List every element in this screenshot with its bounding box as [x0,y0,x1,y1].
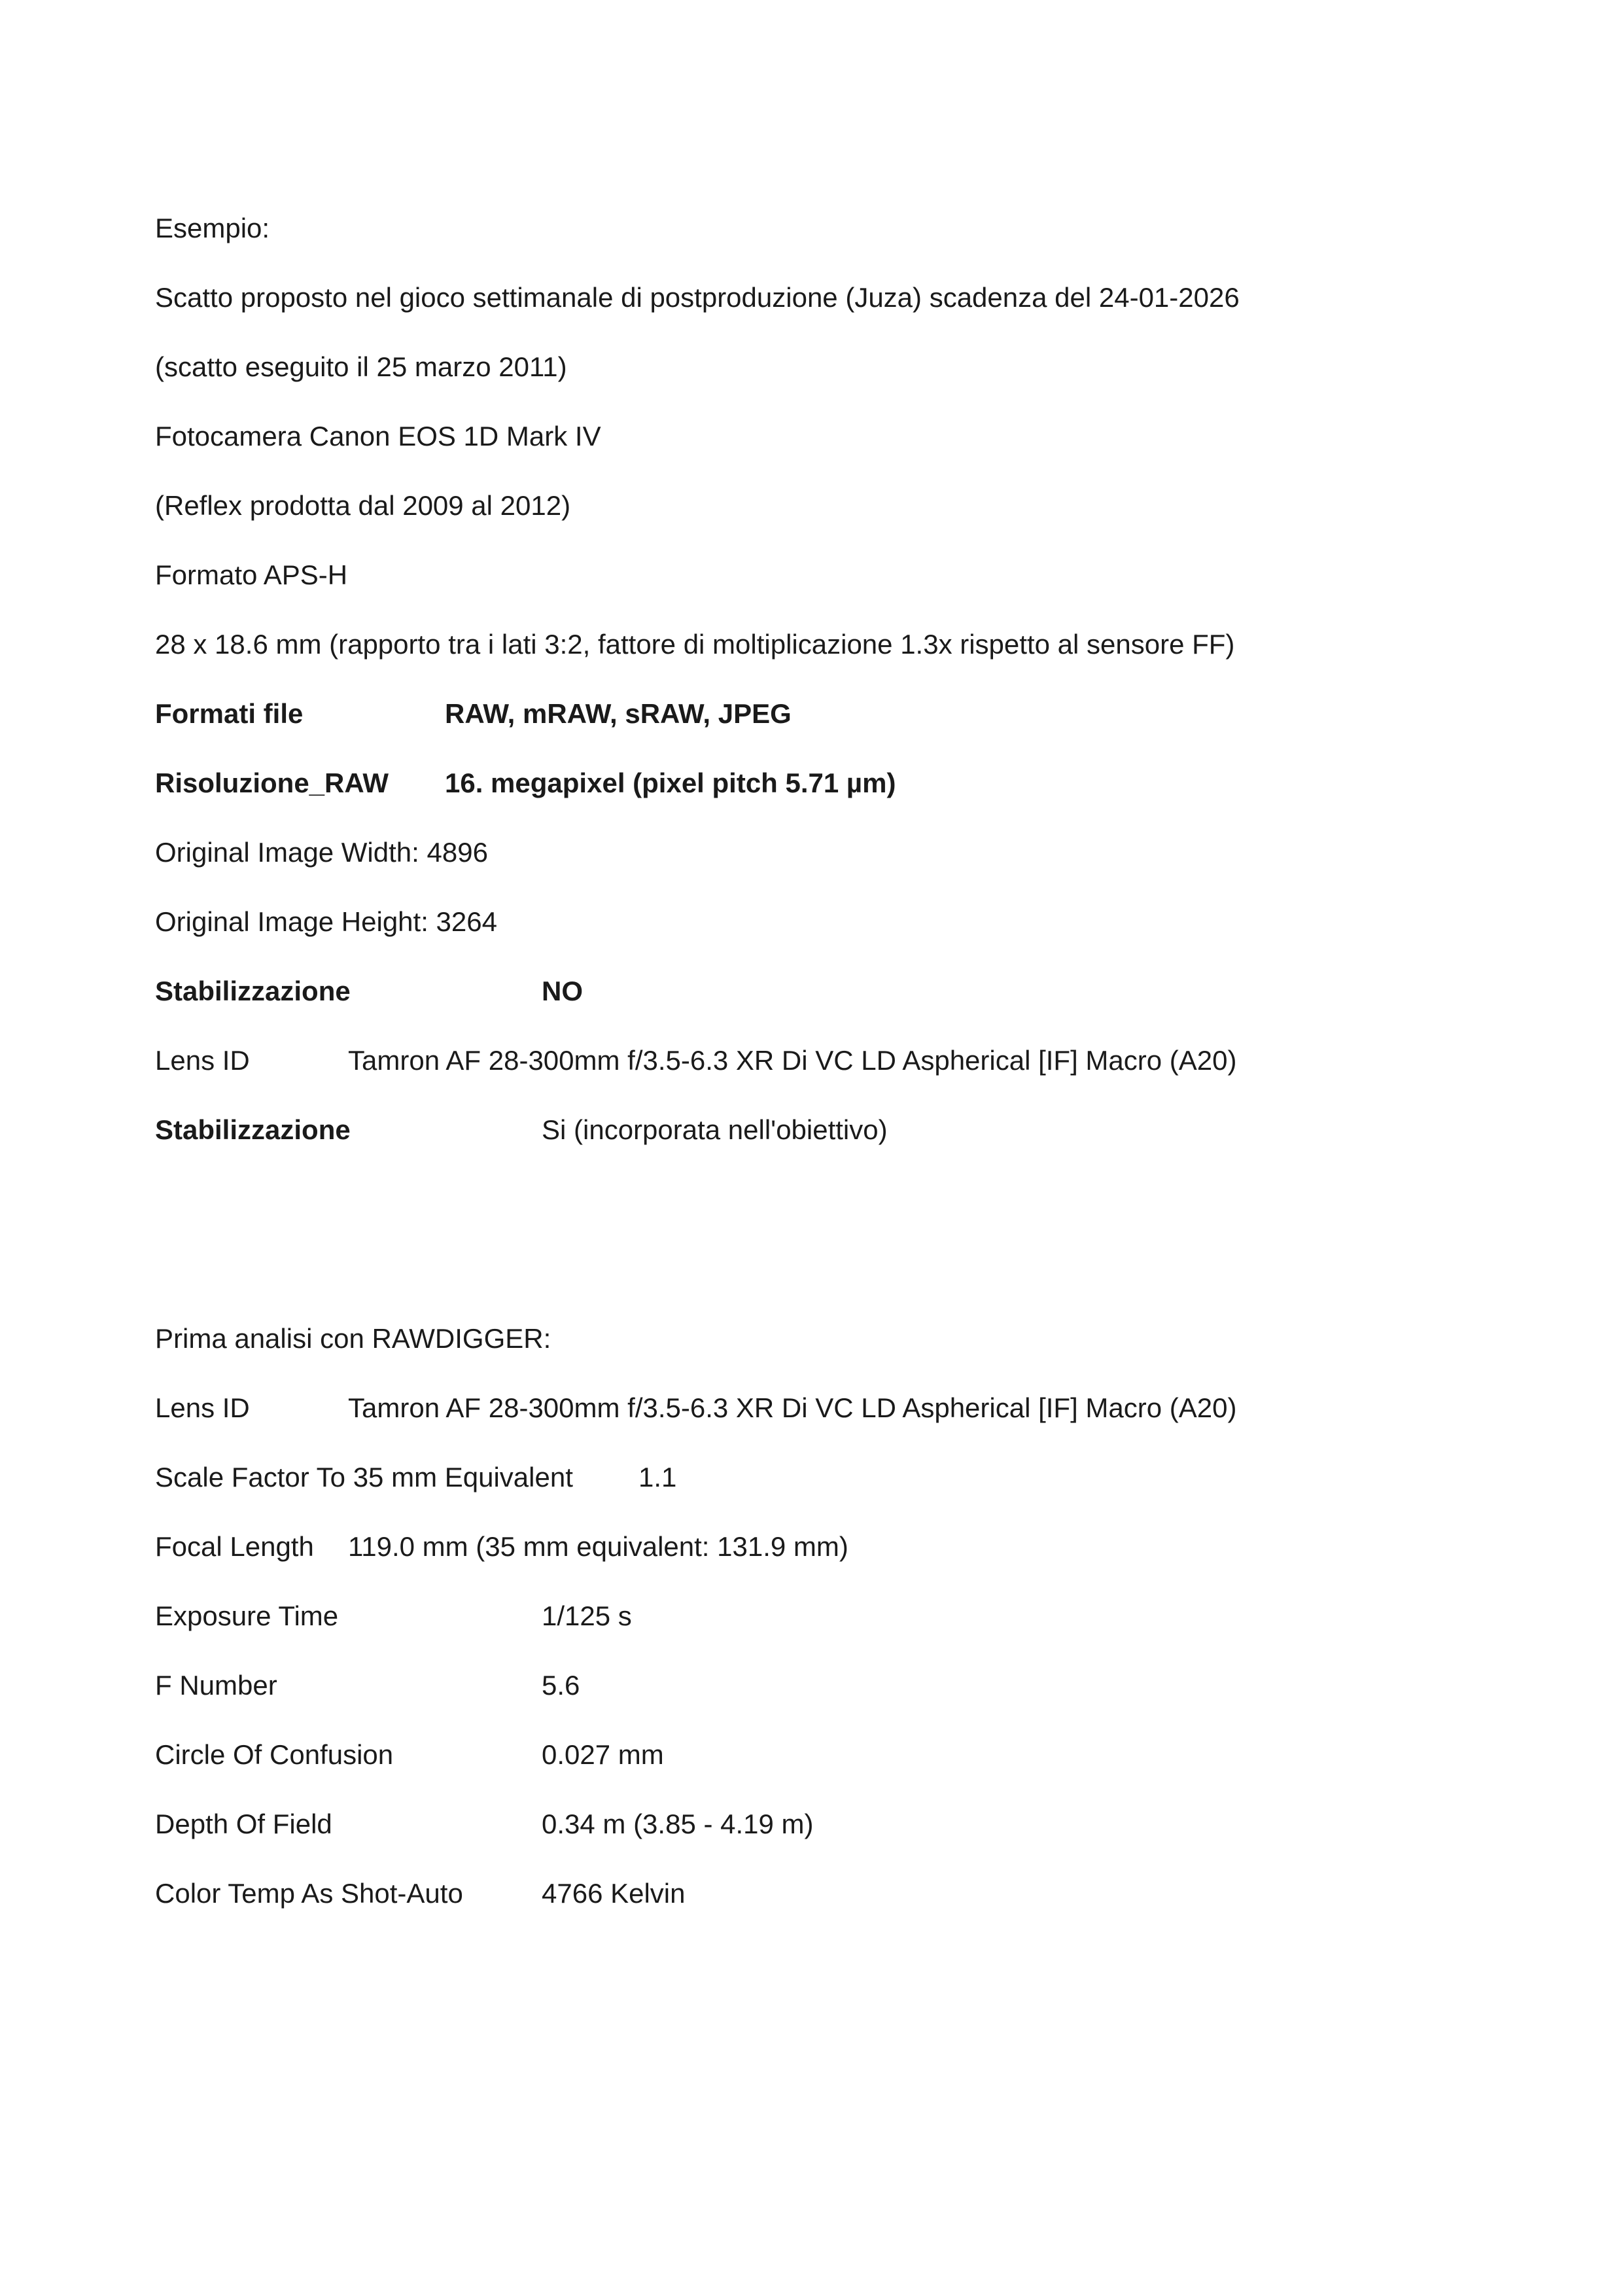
lens-row [155,1044,1237,1077]
lens-value: Tamron AF 28-300mm f/3.5-6.3 XR Di VC LD Aspherical [IF] Macro (A20) [348,1045,1237,1076]
analysis-label: Lens ID [155,1392,250,1423]
lens-label: Lens ID [155,1045,250,1076]
format-text: Formato APS-H [155,559,348,590]
stabilization-body-row [155,975,583,1008]
analysis-value: 4766 Kelvin [542,1878,686,1909]
analysis-label: F Number [155,1670,277,1701]
stabilization-value: NO [542,976,583,1006]
analysis-label: Color Temp As Shot-Auto [155,1878,463,1909]
spec-value: 16. megapixel (pixel pitch 5.71 µm) [445,768,896,798]
stabilization-label: Stabilizzazione [155,976,351,1006]
analysis-label: Focal Length [155,1531,314,1562]
analysis-label: Depth Of Field [155,1809,332,1839]
analysis-heading: Prima analisi con RAWDIGGER: [155,1323,551,1354]
analysis-coc-row [155,1739,664,1771]
analysis-exposure-row [155,1600,632,1633]
original-height-text: Original Image Height: 3264 [155,906,497,937]
analysis-scale-factor-row [155,1461,677,1494]
spec-label: Risoluzione_RAW [155,768,389,798]
analysis-value: 5.6 [542,1670,580,1701]
analysis-dof-row [155,1808,814,1841]
spec-label: Formati file [155,698,304,729]
analysis-focal-length-row [155,1530,848,1563]
sensor-size-text: 28 x 18.6 mm (rapporto tra i lati 3:2, fattore di moltiplicazione 1.3x rispetto al sensore FF) [155,629,1235,660]
analysis-lens-row [155,1392,1237,1424]
camera-years-text: (Reflex prodotta dal 2009 al 2012) [155,490,571,521]
analysis-value: 1/125 s [542,1600,632,1631]
heading-esempio: Esempio: [155,213,270,243]
analysis-label: Exposure Time [155,1600,339,1631]
spec-row-file-formats [155,698,792,730]
shot-proposal-text: Scatto proposto nel gioco settimanale di postproduzione (Juza) scadenza del 24-01-2026 [155,282,1240,313]
analysis-label: Scale Factor To 35 mm Equivalent [155,1462,573,1492]
original-width-text: Original Image Width: 4896 [155,837,488,868]
analysis-color-temp-row [155,1877,686,1910]
camera-text: Fotocamera Canon EOS 1D Mark IV [155,421,601,451]
analysis-value: Tamron AF 28-300mm f/3.5-6.3 XR Di VC LD Aspherical [IF] Macro (A20) [348,1392,1237,1423]
stabilization-lens-row [155,1114,888,1146]
analysis-value: 0.027 mm [542,1739,664,1770]
stabilization-value: Si (incorporata nell'obiettivo) [542,1114,888,1145]
analysis-fnumber-row [155,1669,580,1702]
shot-date-text: (scatto eseguito il 25 marzo 2011) [155,351,567,382]
analysis-value: 1.1 [638,1462,677,1492]
analysis-label: Circle Of Confusion [155,1739,394,1770]
analysis-value: 119.0 mm (35 mm equivalent: 131.9 mm) [348,1531,848,1562]
stabilization-label: Stabilizzazione [155,1114,351,1145]
spec-value: RAW, mRAW, sRAW, JPEG [445,698,792,729]
spec-row-raw-resolution [155,767,896,800]
analysis-value: 0.34 m (3.85 - 4.19 m) [542,1809,814,1839]
